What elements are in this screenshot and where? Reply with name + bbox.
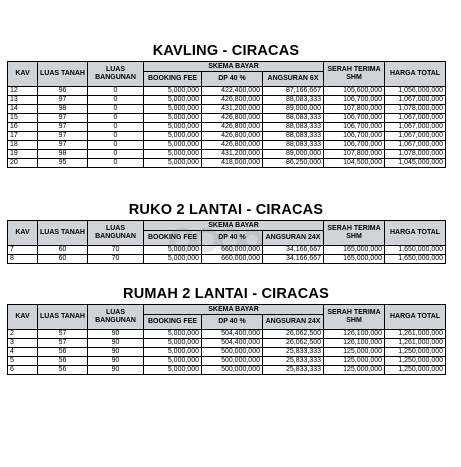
- cell-kav: 4: [8, 348, 38, 357]
- table-row: [8, 357, 446, 366]
- cell-dp: 431,200,000: [202, 150, 263, 159]
- cell-luas-bangunan: 0: [88, 87, 144, 96]
- section-title: RUMAH 2 LANTAI - CIRACAS: [123, 286, 329, 302]
- cell-luas-bangunan: 90: [88, 357, 144, 366]
- cell-luas-bangunan: 0: [88, 114, 144, 123]
- header-kav: KAV: [8, 221, 38, 246]
- header-angsuran: ANGSURAN 6X: [263, 72, 324, 87]
- cell-dp: 500,000,000: [202, 348, 263, 357]
- header-luas-tanah: LUAS TANAH: [38, 305, 88, 330]
- cell-kav: 20: [8, 159, 38, 168]
- cell-angsuran: 88,083,333: [263, 132, 324, 141]
- table-row: [8, 141, 446, 150]
- header-harga-total: HARGA TOTAL: [385, 305, 446, 330]
- cell-harga-total: 1,250,000,000: [385, 357, 446, 366]
- cell-booking-fee: 5,000,000: [144, 114, 202, 123]
- header-skema-bayar: SKEMA BAYAR: [144, 62, 324, 72]
- cell-luas-tanah: 57: [38, 330, 88, 339]
- cell-dp: 504,400,000: [202, 330, 263, 339]
- cell-luas-tanah: 95: [38, 159, 88, 168]
- cell-kav: 19: [8, 150, 38, 159]
- cell-kav: 7: [8, 246, 38, 255]
- cell-booking-fee: 5,000,000: [144, 330, 202, 339]
- cell-angsuran: 87,166,667: [263, 87, 324, 96]
- cell-serah-terima: 106,700,000: [324, 141, 385, 150]
- cell-angsuran: 34,166,667: [263, 255, 324, 264]
- header-harga-total: HARGA TOTAL: [385, 62, 446, 87]
- header-luas-tanah: LUAS TANAH: [38, 62, 88, 87]
- cell-harga-total: 1,078,000,000: [385, 105, 446, 114]
- table-row: [8, 339, 446, 348]
- cell-booking-fee: 5,000,000: [144, 357, 202, 366]
- header-serah-terima: SERAH TERIMA SHM: [324, 221, 385, 246]
- cell-booking-fee: 5,000,000: [144, 96, 202, 105]
- header-kav: KAV: [8, 62, 38, 87]
- cell-serah-terima: 106,700,000: [324, 123, 385, 132]
- cell-harga-total: 1,067,000,000: [385, 123, 446, 132]
- table-row: [8, 114, 446, 123]
- cell-luas-tanah: 96: [38, 87, 88, 96]
- cell-angsuran: 88,083,333: [263, 123, 324, 132]
- cell-booking-fee: 5,000,000: [144, 246, 202, 255]
- table-row: [8, 159, 446, 168]
- section-kavling: [7, 41, 445, 168]
- table-row: [8, 96, 446, 105]
- header-luas-bangunan: LUAS BANGUNAN: [88, 221, 144, 246]
- cell-luas-tanah: 97: [38, 141, 88, 150]
- header-skema-bayar: SKEMA BAYAR: [144, 221, 324, 231]
- cell-booking-fee: 5,000,000: [144, 123, 202, 132]
- cell-angsuran: 25,833,333: [263, 366, 324, 375]
- cell-booking-fee: 5,000,000: [144, 105, 202, 114]
- header-skema-bayar: SKEMA BAYAR: [144, 305, 324, 315]
- cell-booking-fee: 5,000,000: [144, 339, 202, 348]
- cell-serah-terima: 125,000,000: [324, 366, 385, 375]
- cell-luas-tanah: 97: [38, 114, 88, 123]
- cell-kav: 15: [8, 114, 38, 123]
- cell-harga-total: 1,250,000,000: [385, 366, 446, 375]
- cell-angsuran: 34,166,667: [263, 246, 324, 255]
- cell-serah-terima: 107,800,000: [324, 105, 385, 114]
- cell-dp: 426,800,000: [202, 141, 263, 150]
- cell-dp: 660,000,000: [202, 246, 263, 255]
- cell-kav: 16: [8, 123, 38, 132]
- header-luas-tanah: LUAS TANAH: [38, 221, 88, 246]
- cell-luas-tanah: 97: [38, 132, 88, 141]
- cell-luas-tanah: 60: [38, 255, 88, 264]
- price-table: [7, 304, 446, 375]
- table-body: [8, 246, 446, 264]
- table-row: [8, 246, 446, 255]
- cell-serah-terima: 107,800,000: [324, 150, 385, 159]
- cell-angsuran: 26,062,500: [263, 330, 324, 339]
- cell-kav: 17: [8, 132, 38, 141]
- cell-luas-bangunan: 70: [88, 255, 144, 264]
- table-row: [8, 366, 446, 375]
- table-row: [8, 330, 446, 339]
- header-dp: DP 40 %: [202, 231, 263, 246]
- cell-serah-terima: 126,100,000: [324, 330, 385, 339]
- cell-luas-tanah: 98: [38, 150, 88, 159]
- cell-harga-total: 1,045,000,000: [385, 159, 446, 168]
- cell-dp: 660,000,000: [202, 255, 263, 264]
- header-harga-total: HARGA TOTAL: [385, 221, 446, 246]
- cell-dp: 426,800,000: [202, 114, 263, 123]
- cell-harga-total: 1,261,000,000: [385, 330, 446, 339]
- cell-serah-terima: 126,100,000: [324, 339, 385, 348]
- cell-dp: 418,000,000: [202, 159, 263, 168]
- cell-booking-fee: 5,000,000: [144, 150, 202, 159]
- cell-kav: 3: [8, 339, 38, 348]
- cell-booking-fee: 5,000,000: [144, 159, 202, 168]
- header-serah-terima: SERAH TERIMA SHM: [324, 62, 385, 87]
- cell-dp: 500,000,000: [202, 357, 263, 366]
- cell-luas-bangunan: 90: [88, 348, 144, 357]
- cell-serah-terima: 106,700,000: [324, 132, 385, 141]
- cell-luas-tanah: 97: [38, 96, 88, 105]
- cell-angsuran: 25,833,333: [263, 357, 324, 366]
- cell-kav: 12: [8, 87, 38, 96]
- cell-harga-total: 1,067,000,000: [385, 132, 446, 141]
- cell-serah-terima: 125,000,000: [324, 348, 385, 357]
- cell-luas-tanah: 97: [38, 123, 88, 132]
- price-table: [7, 61, 446, 168]
- cell-dp: 422,400,000: [202, 87, 263, 96]
- cell-kav: 14: [8, 105, 38, 114]
- cell-harga-total: 1,067,000,000: [385, 141, 446, 150]
- table-row: [8, 123, 446, 132]
- header-kav: KAV: [8, 305, 38, 330]
- header-dp: DP 40 %: [202, 72, 263, 87]
- cell-harga-total: 1,650,000,000: [385, 246, 446, 255]
- table-row: [8, 255, 446, 264]
- cell-luas-tanah: 98: [38, 105, 88, 114]
- cell-luas-bangunan: 90: [88, 330, 144, 339]
- cell-luas-bangunan: 70: [88, 246, 144, 255]
- price-table: [7, 220, 446, 264]
- header-luas-bangunan: LUAS BANGUNAN: [88, 305, 144, 330]
- cell-luas-bangunan: 0: [88, 141, 144, 150]
- cell-harga-total: 1,650,000,000: [385, 255, 446, 264]
- cell-booking-fee: 5,000,000: [144, 348, 202, 357]
- table-row: [8, 348, 446, 357]
- cell-booking-fee: 5,000,000: [144, 366, 202, 375]
- cell-angsuran: 88,083,333: [263, 96, 324, 105]
- cell-dp: 500,000,000: [202, 366, 263, 375]
- table-body: [8, 330, 446, 375]
- cell-luas-tanah: 57: [38, 339, 88, 348]
- cell-luas-bangunan: 0: [88, 132, 144, 141]
- cell-luas-bangunan: 0: [88, 123, 144, 132]
- header-luas-bangunan: LUAS BANGUNAN: [88, 62, 144, 87]
- cell-angsuran: 89,000,000: [263, 105, 324, 114]
- cell-dp: 504,400,000: [202, 339, 263, 348]
- table-row: [8, 132, 446, 141]
- cell-angsuran: 89,000,000: [263, 150, 324, 159]
- cell-kav: 6: [8, 366, 38, 375]
- cell-serah-terima: 165,000,000: [324, 255, 385, 264]
- header-dp: DP 40 %: [202, 315, 263, 330]
- table-row: [8, 87, 446, 96]
- cell-luas-tanah: 56: [38, 357, 88, 366]
- cell-luas-tanah: 56: [38, 348, 88, 357]
- header-angsuran: ANGSURAN 24X: [263, 231, 324, 246]
- table-row: [8, 105, 446, 114]
- cell-luas-bangunan: 90: [88, 339, 144, 348]
- cell-booking-fee: 5,000,000: [144, 132, 202, 141]
- cell-luas-bangunan: 0: [88, 150, 144, 159]
- cell-angsuran: 26,062,500: [263, 339, 324, 348]
- cell-booking-fee: 5,000,000: [144, 87, 202, 96]
- header-booking-fee: BOOKING FEE: [144, 315, 202, 330]
- cell-serah-terima: 106,700,000: [324, 114, 385, 123]
- cell-luas-bangunan: 0: [88, 96, 144, 105]
- cell-luas-tanah: 60: [38, 246, 88, 255]
- cell-dp: 426,800,000: [202, 132, 263, 141]
- section-title: KAVLING - CIRACAS: [152, 43, 300, 59]
- cell-kav: 8: [8, 255, 38, 264]
- cell-kav: 2: [8, 330, 38, 339]
- cell-kav: 5: [8, 357, 38, 366]
- header-angsuran: ANGSURAN 24X: [263, 315, 324, 330]
- cell-dp: 426,800,000: [202, 96, 263, 105]
- section-title: RUKO 2 LANTAI - CIRACAS: [128, 202, 324, 218]
- header-booking-fee: BOOKING FEE: [144, 231, 202, 246]
- cell-angsuran: 86,250,000: [263, 159, 324, 168]
- cell-booking-fee: 5,000,000: [144, 141, 202, 150]
- cell-serah-terima: 165,000,000: [324, 246, 385, 255]
- cell-harga-total: 1,078,000,000: [385, 150, 446, 159]
- cell-serah-terima: 125,000,000: [324, 357, 385, 366]
- cell-harga-total: 1,056,000,000: [385, 87, 446, 96]
- cell-serah-terima: 104,500,000: [324, 159, 385, 168]
- cell-dp: 426,800,000: [202, 123, 263, 132]
- table-body: [8, 87, 446, 168]
- section-ruko: [7, 200, 445, 264]
- cell-serah-terima: 106,700,000: [324, 96, 385, 105]
- cell-harga-total: 1,261,000,000: [385, 339, 446, 348]
- cell-dp: 431,200,000: [202, 105, 263, 114]
- cell-angsuran: 88,083,333: [263, 114, 324, 123]
- cell-harga-total: 1,067,000,000: [385, 114, 446, 123]
- header-serah-terima: SERAH TERIMA SHM: [324, 305, 385, 330]
- cell-luas-tanah: 56: [38, 366, 88, 375]
- cell-booking-fee: 5,000,000: [144, 255, 202, 264]
- cell-angsuran: 25,833,333: [263, 348, 324, 357]
- cell-angsuran: 88,083,333: [263, 141, 324, 150]
- cell-kav: 13: [8, 96, 38, 105]
- cell-kav: 18: [8, 141, 38, 150]
- cell-harga-total: 1,067,000,000: [385, 96, 446, 105]
- cell-harga-total: 1,250,000,000: [385, 348, 446, 357]
- header-booking-fee: BOOKING FEE: [144, 72, 202, 87]
- cell-luas-bangunan: 0: [88, 105, 144, 114]
- section-rumah: [7, 284, 445, 375]
- cell-serah-terima: 105,600,000: [324, 87, 385, 96]
- cell-luas-bangunan: 90: [88, 366, 144, 375]
- table-row: [8, 150, 446, 159]
- cell-luas-bangunan: 0: [88, 159, 144, 168]
